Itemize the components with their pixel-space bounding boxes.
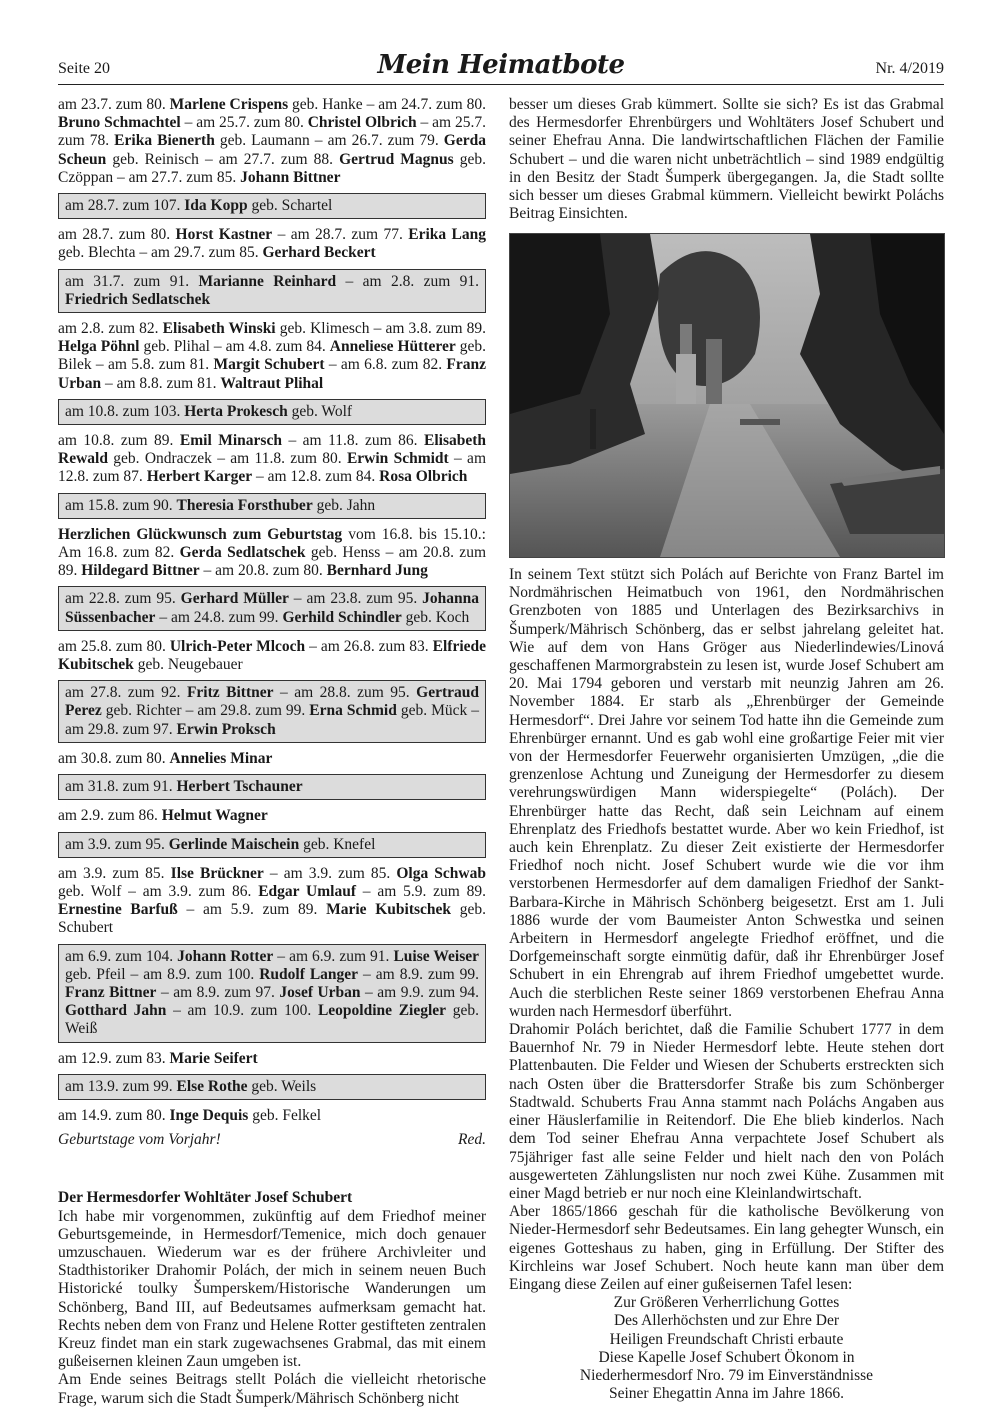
person-name: Franz Bittner [65, 983, 157, 1001]
article-paragraph: Aber 1865/1866 geschah für die katholische Bevölkerung von Nieder-Hermesdorf sehr Bedeutsames. Ein lang gehegter Wunsch, ein eigenes Gotteshaus zu haben, ging in Erfüllung. Der Stifter des Kirchleins war Josef Schubert. Noch heute kann man über dem Eingang diese Zeilen auf einer gußeisernen Tafel lesen: [509, 1203, 944, 1293]
birthday-paragraph [58, 1107, 486, 1125]
person-name: Olga Schwab [396, 864, 486, 882]
highlighted-birthday-box [58, 269, 486, 313]
birthday-text: – am 3.9. zum 85. [263, 864, 397, 882]
person-name: Gertrud Magnus [339, 150, 454, 168]
birthday-text: am 13.9. zum 99. [65, 1077, 177, 1095]
person-name: Ilse Brückner [170, 864, 264, 882]
person-name: Friedrich Sedlatschek [65, 290, 211, 308]
signoff-author: Red. [458, 1131, 486, 1149]
birthday-text: geb. Neugebauer [133, 656, 243, 674]
person-name: Gerda Scheun [58, 132, 486, 168]
birthday-text: geb. Wolf – am 3.9. zum 86. [58, 882, 259, 900]
birthday-text: am 28.7. zum 80. [58, 226, 176, 244]
article-title: Der Hermesdorfer Wohltäter Josef Schubert [58, 1189, 353, 1207]
person-name: Fritz Bittner [186, 684, 274, 702]
person-name: Hildegard Bittner [81, 562, 200, 580]
birthday-text: geb. Czöppan – am 27.7. zum 85. [58, 150, 487, 186]
birthday-text: – am 8.9. zum 99. [358, 965, 479, 983]
birthday-paragraph [58, 638, 486, 674]
birthday-text: – am 25.7. zum 78. [58, 114, 486, 150]
birthday-text: am 10.8. zum 89. [58, 432, 180, 450]
highlighted-birthday-box [58, 586, 486, 630]
inscription-line: Heiligen Freundschaft Christi erbaute [609, 1330, 844, 1348]
inscription-line: Seiner Ehegattin Anna im Jahre 1866. [608, 1385, 845, 1403]
highlighted-birthday-box [58, 774, 486, 800]
highlighted-birthday-box [58, 680, 486, 743]
birthday-text: am 3.9. zum 95. [65, 835, 169, 853]
birthday-text: am 10.8. zum 103. [65, 402, 185, 420]
birthday-column [58, 96, 486, 1414]
highlighted-birthday-box [58, 944, 486, 1043]
birthday-text: – am 11.8. zum 86. [281, 432, 424, 450]
issue-number: Nr. 4/2019 [875, 60, 944, 77]
person-name: Johanna Süssenbacher [65, 590, 480, 626]
birthday-text: am 30.8. zum 80. [58, 749, 170, 767]
cemetery-photo [509, 233, 945, 558]
birthday-text: geb. Klimesch – am 3.8. zum 89. [275, 320, 487, 338]
person-name: Horst Kastner [175, 226, 273, 244]
birthday-text: am 31.7. zum 91. [65, 272, 199, 290]
person-name: Marie Seifert [169, 1049, 258, 1067]
birthday-list [58, 96, 486, 1125]
birthday-text: geb. Pfeil – am 8.9. zum 100. [65, 965, 260, 983]
birthday-paragraph [58, 526, 486, 581]
person-name: Erika Lang [408, 226, 487, 244]
birthday-text: am 2.9. zum 86. [58, 807, 162, 825]
birthday-text: – am 26.8. zum 83. [305, 637, 433, 655]
person-name: Herbert Karger [146, 468, 253, 486]
inscription-line: Zur Größeren Verherrlichung Gottes [613, 1294, 840, 1312]
person-name: Helmut Wagner [161, 807, 268, 825]
birthday-text: – am 28.8. zum 95. [273, 684, 417, 702]
birthday-text: geb. Plihal – am 4.8. zum 84. [139, 338, 330, 356]
birthday-text: – am 5.9. zum 89. [356, 882, 486, 900]
person-name: Elisabeth Winski [162, 320, 276, 338]
birthday-paragraph [58, 320, 486, 393]
birthday-text: geb. Schubert [58, 901, 486, 937]
inscription-line: Niederhermesdorf Nro. 79 im Einverständnisse [579, 1366, 874, 1384]
person-name: Ernestine Barfuß [58, 901, 178, 919]
birthday-paragraph [58, 96, 486, 187]
person-name: Edgar Umlauf [258, 882, 356, 900]
birthday-text: am 22.8. zum 95. [65, 590, 181, 608]
birthday-text: geb. Schartel [247, 197, 333, 215]
birthday-text: geb. Blechta – am 29.7. zum 85. [58, 244, 263, 262]
birthday-text: – am 6.9. zum 91. [273, 947, 394, 965]
birthday-text: – am 5.9. zum 89. [177, 901, 327, 919]
person-name: Else Rothe [176, 1077, 248, 1095]
person-name: Marie Kubitschek [326, 901, 452, 919]
birthday-paragraph [58, 865, 486, 938]
birthday-text: – am 28.7. zum 77. [272, 226, 409, 244]
person-name: Inge Dequis [169, 1106, 249, 1124]
birthday-text: – am 6.8. zum 82. [324, 356, 447, 374]
person-name: Leopoldine Ziegler [317, 1002, 447, 1020]
birthday-text: – am 25.7. zum 80. [180, 114, 308, 132]
birthday-text: – am 23.8. zum 95. [288, 590, 423, 608]
person-name: Elfriede Kubitschek [58, 637, 487, 674]
person-name: Erwin Proksch [176, 720, 276, 738]
birthday-text: am 27.8. zum 92. [65, 684, 187, 702]
birthday-text: – am 12.8. zum 84. [252, 468, 380, 486]
article-continuation [509, 566, 944, 1403]
highlighted-birthday-box [58, 832, 486, 858]
article-paragraph: besser um dieses Grab kümmert. Sollte sie sich? Es ist das Grabmal des Hermesdorfer Ehrenbürgers und Wohltäters Josef Schubert und seiner Ehefrau Anna. Die landwirtschaftlichen Flächen der Familie Schubert – und die waren nicht unbeträchtlich – sind 1989 endgültig in den Besitz der Stadt Šumperk übergegangen. Ja, die Stadt sollte sich besser um dieses Grabmal kümmern. Vielleicht bewirkt Poláchs Beitrag Einsichten. [509, 96, 944, 223]
person-name: Annelies Minar [169, 749, 273, 767]
birthday-text: geb. Wolf [287, 402, 353, 420]
birthday-text: am 2.8. zum 82. [58, 320, 163, 338]
highlighted-birthday-box [58, 399, 486, 425]
person-name: Herbert Tschauner [176, 778, 303, 796]
inscription-block [509, 1294, 944, 1403]
person-name: Elisabeth Rewald [58, 432, 487, 468]
birthday-text: am 15.8. zum 90. [65, 496, 177, 514]
birthday-paragraph [58, 226, 486, 262]
person-name: Gerlinde Maischein [168, 835, 300, 853]
inscription-line: Des Allerhöchsten und zur Ehre Der [613, 1312, 840, 1330]
inscription-line: Diese Kapelle Josef Schubert Ökonom in [598, 1348, 855, 1366]
birthday-paragraph [58, 750, 486, 768]
birthday-text: am 28.7. zum 107. [65, 197, 185, 215]
birthday-text: am 12.9. zum 83. [58, 1049, 170, 1067]
highlighted-birthday-box [58, 193, 486, 219]
birthday-paragraph [58, 807, 486, 825]
person-name: Marlene Crispens [169, 96, 289, 113]
birthday-text: vom 16.8. bis 15.10.: Am 16.8. zum 82. [58, 525, 486, 562]
birthday-text: am 3.9. zum 85. [58, 864, 171, 882]
person-name: Rosa Olbrich [379, 468, 468, 486]
birthday-text: geb. Hanke – am 24.7. zum 80. [288, 96, 486, 113]
person-name: Margit Schubert [213, 356, 325, 374]
birthday-text: geb. Bilek – am 5.8. zum 81. [58, 338, 486, 374]
person-name: Theresia Forsthuber [176, 496, 313, 514]
person-name: Gerhard Müller [180, 590, 289, 608]
birthday-text: am 25.8. zum 80. [58, 637, 170, 655]
birthday-text: am 23.7. zum 80. [58, 96, 170, 113]
birthday-text: geb. Henss – am 20.8. zum 89. [58, 544, 486, 580]
person-name: Marianne Reinhard [198, 272, 337, 290]
person-name: Christel Olbrich [307, 114, 417, 132]
signoff-note: Geburtstage vom Vorjahr! [58, 1131, 221, 1149]
birthday-text: geb. Weiß [65, 1002, 479, 1038]
birthday-text: geb. Felkel [248, 1106, 322, 1124]
person-name: Franz Urban [58, 356, 487, 392]
signoff-line [58, 1131, 486, 1149]
page-number: Seite 20 [58, 60, 110, 77]
publication-logo: Mein Heimatbote [377, 50, 625, 80]
person-name: Johann Rotter [177, 947, 274, 965]
birthday-text: – am 20.8. zum 80. [199, 562, 327, 580]
birthday-text: am 14.9. zum 80. [58, 1106, 170, 1124]
birthday-text: geb. Mück – am 29.8. zum 97. [65, 702, 479, 738]
person-name: Helga Pöhnl [58, 338, 140, 356]
birthday-text: – am 24.8. zum 99. [155, 608, 283, 626]
person-name: Johann Bittner [240, 168, 341, 186]
birthday-text: – am 2.8. zum 91. [336, 272, 480, 290]
birthday-paragraph [58, 1050, 486, 1068]
birthday-text: – am 8.8. zum 81. [101, 374, 221, 392]
person-name: Ulrich-Peter Mlcoch [169, 637, 306, 655]
person-name: Bruno Schmachtel [58, 114, 181, 132]
birthday-text: geb. Reinisch – am 27.7. zum 88. [106, 150, 340, 168]
person-name: Bernhard Jung [326, 562, 428, 580]
highlighted-birthday-box [58, 1074, 486, 1100]
birthday-text: geb. Koch [401, 608, 470, 626]
birthday-text: geb. Richter – am 29.8. zum 99. [101, 702, 310, 720]
birthday-text: – am 12.8. zum 87. [58, 450, 486, 486]
article-column [509, 96, 944, 229]
birthday-text: geb. Jahn [312, 496, 376, 514]
person-name: Gertraud Perez [65, 684, 480, 720]
person-name: Erna Schmid [309, 702, 397, 720]
page-header [58, 48, 944, 85]
person-name: Rudolf Langer [259, 965, 359, 983]
person-name: Gerda Sedlatschek [179, 544, 306, 562]
person-name: Herta Prokesch [184, 402, 288, 420]
birthday-text: geb. Knefel [299, 835, 376, 853]
article-paragraph: Drahomir Polách berichtet, daß die Familie Schubert 1777 in dem Bauernhof Nr. 79 in Nieder Hermesdorf lebte. Heute stehen dort Plattenbauten. Die Felder und Wiesen der Schuberts erstreckten sich nach Osten über die Brattersdorfer Straße bis zum Schönberger Stadtwald. Schuberts Frau Anna stammt nach Poláchs Angaben aus einer Häuslerfamilie in Reitendorf. Die Ehe blieb kinderlos. Nach dem Tod seiner Ehefrau Anna verpachtete Josef Schubert als 75jähriger fast alle seine Felder und hielt nach den von Polách ausgewerteten Zählungslisten nur noch zwei Kühe. Zusammen mit einer Magd betrieb er nur noch eine Kleinlandwirtschaft. [509, 1021, 944, 1202]
birthday-text: – am 10.9. zum 100. [166, 1002, 318, 1020]
person-name: Herzlichen Glückwunsch zum Geburtstag [58, 525, 343, 543]
birthday-text: – am 9.9. zum 94. [360, 983, 480, 1001]
article-paragraph: Ich habe mir vorgenommen, zukünftig auf dem Friedhof meiner Geburtsgemeinde, in Hermesdorf/Temenice, mich doch genauer umzuschauen. Wiederum war es der frühere Archivleiter und Stadthistoriker Drahomir Polách, der mich in seinem neuen Buch Historické toulky Šumperskem/Historische Wanderungen um Schönberg, Band III, auf Bedeutsames aufmerksam gemacht hat. Rechts neben dem von Franz und Helene Rotter gestifteten zentralen Kreuz findet man ein stark zugewachsenes Grabmal, das mit einem gußeisernen kleinen Zaun umgeben ist. [58, 1207, 486, 1371]
birthday-text: – am 8.9. zum 97. [156, 983, 280, 1001]
person-name: Luise Weiser [393, 947, 479, 965]
person-name: Gerhild Schindler [282, 608, 402, 626]
person-name: Josef Urban [279, 983, 361, 1001]
person-name: Erika Bienerth [114, 132, 215, 150]
birthday-paragraph [58, 432, 486, 487]
highlighted-birthday-box [58, 493, 486, 519]
article-paragraph: Am Ende seines Beitrags stellt Polách die vielleicht rhetorische Frage, warum sich die Stadt Šumperk/Mährisch Schönberg nicht [58, 1371, 486, 1407]
person-name: Waltraut Plihal [220, 374, 324, 392]
birthday-text: geb. Ondraczek – am 11.8. zum 80. [107, 450, 347, 468]
person-name: Gotthard Jahn [65, 1002, 167, 1020]
person-name: Gerhard Beckert [262, 244, 376, 262]
cemetery-photo-icon [510, 234, 944, 557]
article-paragraph: In seinem Text stützt sich Polách auf Berichte von Franz Bartel im Nordmährischen Heimatbuch von 1961, den Nordmährischen Grenzboten von 1885 und Unterlagen des Bezirksarchivs in Šumperk/Mährisch Schönberg, das er selbst jahrelang geleitet hat. Wie auf dem von Hans Gröger aus Niederlindewies/Linová geschaffenen Marmorgrabstein zu lesen ist, wurde Josef Schubert am 20. Mai 1794 geboren und verstarb mit neunzig Jahren am 26. November 1884. Er starb als „Ehrenbürger der Gemeinde Hermesdorf“. Drei Jahre vor seinem Tod hatte ihn die Gemeinde zum Ehrenbürger ernannt. Und es gab wohl eine großartige Feier mit vier von der Hermesdorfer Feuerwehr organisierten Umzügen, „die die grenzenlose Achtung und Zuneigung der Hermesdorfer zu diesem verehrungswürdigen Mann widerspiegelte“ (Polách). Der Ehrenbürger hatte das Recht, daß sein Leichnam auf einem Ehrenplatz des Friedhofs bestattet wurde. Aber wo kein Friedhof, ist auch kein Ehrenplatz. Zu dieser Zeit existierte der Hermesdorfer Friedhof noch nicht. Josef Schubert wurde wie die vor ihm verstorbenen Hermesdorfer auf dem damaligen Friedhof der Sankt-Barbara-Kirche in Mährisch Schönberg beigesetzt. Erst am 1. Juli 1886 wurde der vom Baumeister Anton Schwestka und seinen Arbeitern in Hermesdorf angelegte Friedhof eröffnet, und die Dorfgemeinschaft sorgte einmütig dafür, daß ihr Ehrenbürger Josef Schubert in ein Ehrengrab auf ihrem Friedhof umgebettet wurde. Auch die sterblichen Reste seiner 1869 verstorbenen Ehefrau Anna wurden nach Hermesdorf überführt. [509, 566, 944, 1020]
person-name: Emil Minarsch [179, 432, 282, 450]
birthday-text: am 6.9. zum 104. [65, 947, 178, 965]
person-name: Anneliese Hütterer [329, 338, 456, 356]
birthday-text: geb. Laumann – am 26.7. zum 79. [214, 132, 444, 150]
person-name: Ida Kopp [184, 197, 248, 215]
birthday-text: geb. Weils [247, 1077, 317, 1095]
person-name: Erwin Schmidt [346, 450, 449, 468]
birthday-text: am 31.8. zum 91. [65, 778, 177, 796]
